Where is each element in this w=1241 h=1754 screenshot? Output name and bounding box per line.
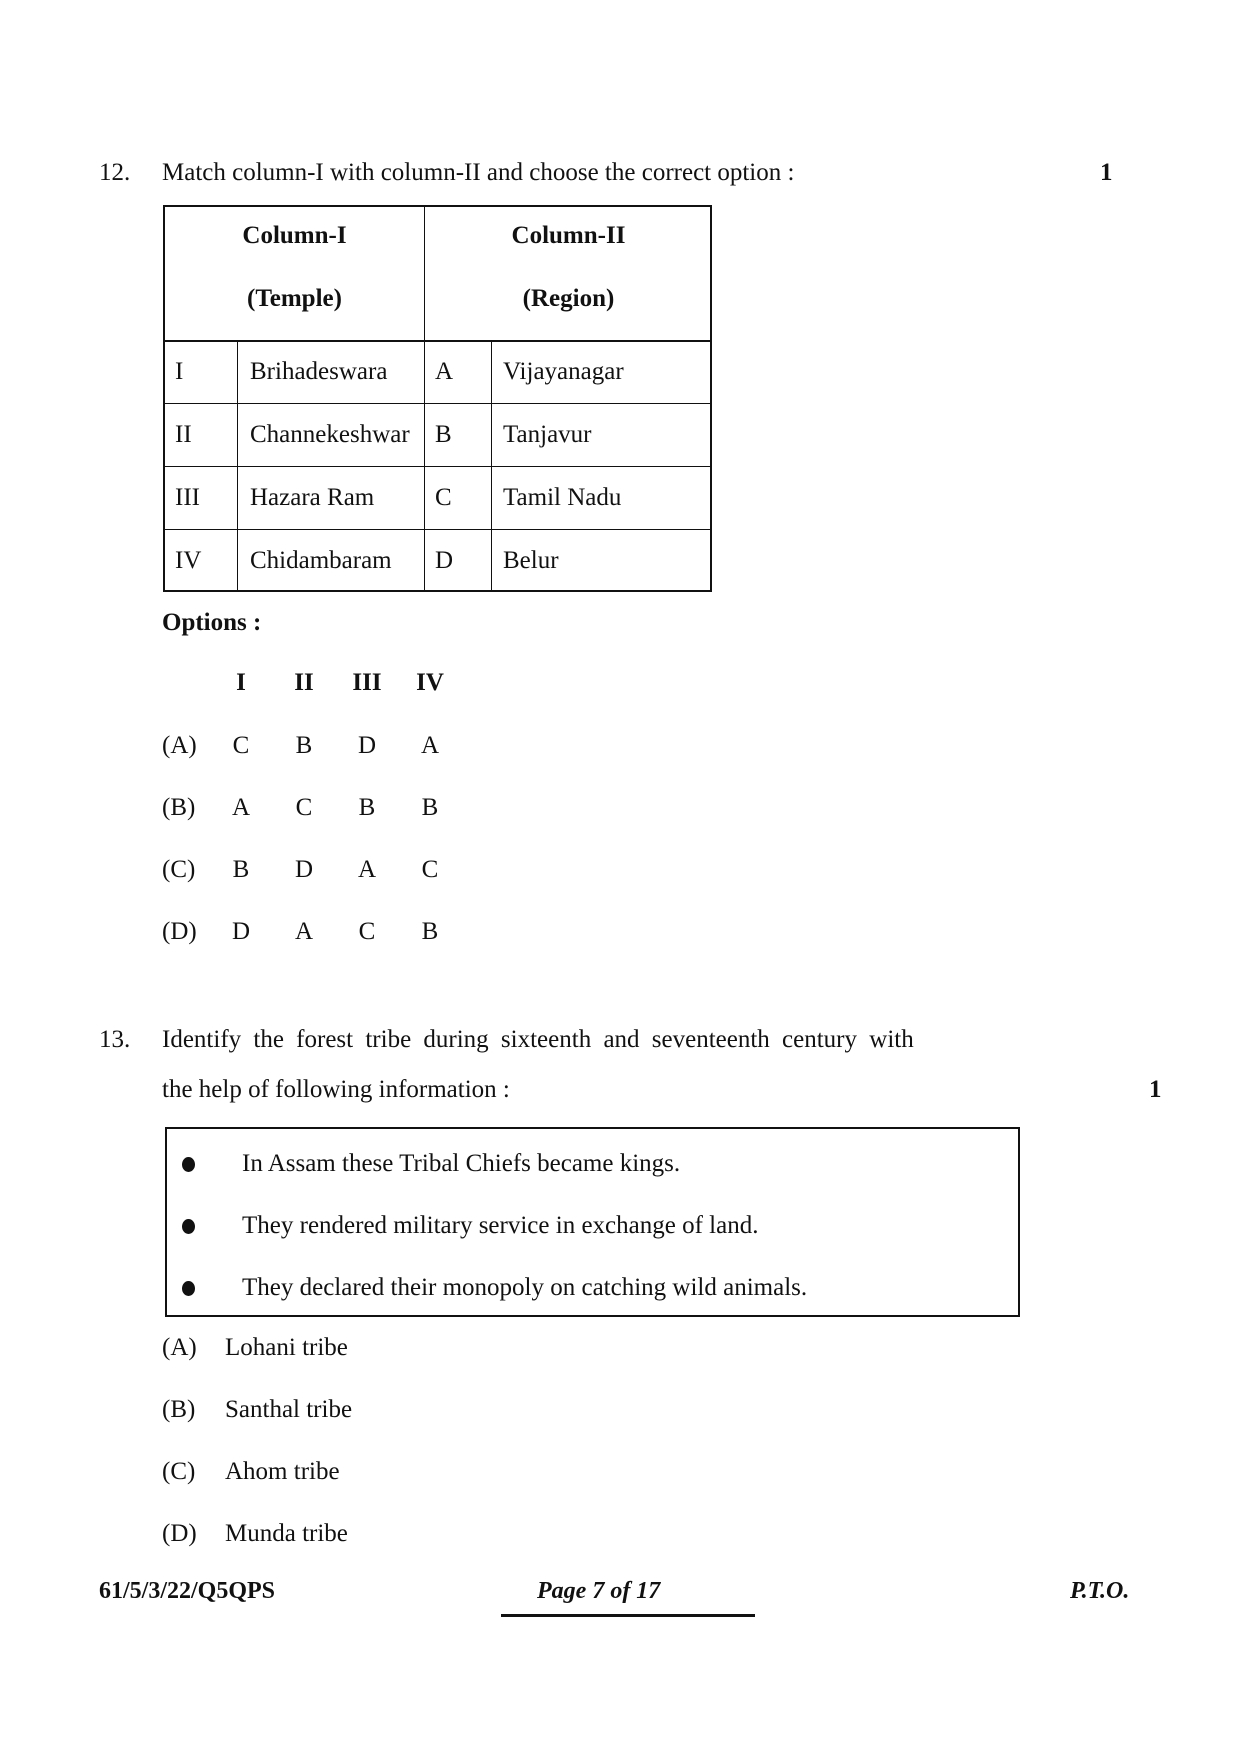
options-header: II xyxy=(294,669,314,696)
question-number: 12. xyxy=(99,159,131,186)
info-point: In Assam these Tribal Chiefs became kings. xyxy=(242,1150,681,1177)
options-header: IV xyxy=(416,669,444,696)
page-number-underline xyxy=(501,1614,755,1617)
region-name: Vijayanagar xyxy=(503,358,624,385)
pto-label: P.T.O. xyxy=(1070,1578,1130,1604)
temple-name: Hazara Ram xyxy=(250,484,375,511)
temple-name: Brihadeswara xyxy=(250,358,388,385)
info-point: They rendered military service in exchange of land. xyxy=(242,1212,759,1239)
option-value: B xyxy=(232,856,250,883)
column-2-subtitle: (Region) xyxy=(522,285,615,312)
region-letter: D xyxy=(435,547,454,574)
region-letter: A xyxy=(435,358,454,385)
option-value: A xyxy=(294,918,314,945)
info-box xyxy=(165,1127,1020,1317)
row-numeral: II xyxy=(175,421,192,448)
question-number: 13. xyxy=(99,1026,131,1053)
options-label: Options : xyxy=(162,609,262,636)
option-value: A xyxy=(420,732,440,759)
option-label: (C) xyxy=(162,1458,196,1485)
option-value: C xyxy=(232,732,250,759)
temple-name: Chidambaram xyxy=(250,547,392,574)
bullet-icon xyxy=(182,1281,195,1296)
column-divider xyxy=(491,340,492,590)
option-value: D xyxy=(231,918,251,945)
row-divider xyxy=(165,529,710,530)
option-value: D xyxy=(294,856,314,883)
region-letter: B xyxy=(435,421,452,448)
options-header: I xyxy=(236,669,246,696)
option-label: (D) xyxy=(162,1520,197,1547)
column-2-title: Column-II xyxy=(511,222,626,249)
option-label: (A) xyxy=(162,1334,197,1361)
column-divider xyxy=(237,340,238,590)
region-letter: C xyxy=(435,484,452,511)
row-divider xyxy=(165,466,710,467)
option-value: D xyxy=(357,732,377,759)
column-divider xyxy=(424,207,425,590)
row-divider xyxy=(165,403,710,404)
option-value: B xyxy=(421,794,439,821)
option-label: (C) xyxy=(162,856,196,883)
column-1-subtitle: (Temple) xyxy=(247,285,342,312)
match-table xyxy=(163,205,712,592)
question-marks: 1 xyxy=(1100,159,1113,186)
bullet-icon xyxy=(182,1219,195,1234)
region-name: Belur xyxy=(503,547,559,574)
paper-code: 61/5/3/22/Q5QPS xyxy=(99,1578,276,1604)
option-value: B xyxy=(358,794,376,821)
option-value: C xyxy=(421,856,439,883)
option-label: (D) xyxy=(162,918,197,945)
options-header: III xyxy=(352,669,382,696)
page-number: Page 7 of 17 xyxy=(537,1578,661,1604)
option-text: Munda tribe xyxy=(225,1520,348,1547)
option-text: Ahom tribe xyxy=(225,1458,340,1485)
row-numeral: IV xyxy=(175,547,202,574)
region-name: Tanjavur xyxy=(503,421,592,448)
row-numeral: I xyxy=(175,358,184,385)
option-value: B xyxy=(295,732,313,759)
question-marks: 1 xyxy=(1149,1076,1162,1103)
option-value: A xyxy=(231,794,251,821)
question-text-line-2: the help of following information : xyxy=(162,1076,510,1103)
option-label: (B) xyxy=(162,794,196,821)
column-1-title: Column-I xyxy=(242,222,347,249)
option-value: B xyxy=(421,918,439,945)
option-value: A xyxy=(357,856,377,883)
bullet-icon xyxy=(182,1157,195,1172)
row-numeral: III xyxy=(175,484,200,511)
region-name: Tamil Nadu xyxy=(503,484,622,511)
option-value: C xyxy=(295,794,313,821)
info-point: They declared their monopoly on catching wild animals. xyxy=(242,1274,808,1301)
option-text: Santhal tribe xyxy=(225,1396,353,1423)
option-value: C xyxy=(358,918,376,945)
option-text: Lohani tribe xyxy=(225,1334,348,1361)
option-label: (B) xyxy=(162,1396,196,1423)
header-divider xyxy=(165,340,710,342)
option-label: (A) xyxy=(162,732,197,759)
question-text-line-1: Identify the forest tribe during sixteenth and seventeenth century with xyxy=(162,1026,914,1053)
question-text: Match column-I with column-II and choose the correct option : xyxy=(162,159,795,186)
temple-name: Channekeshwar xyxy=(250,421,410,448)
